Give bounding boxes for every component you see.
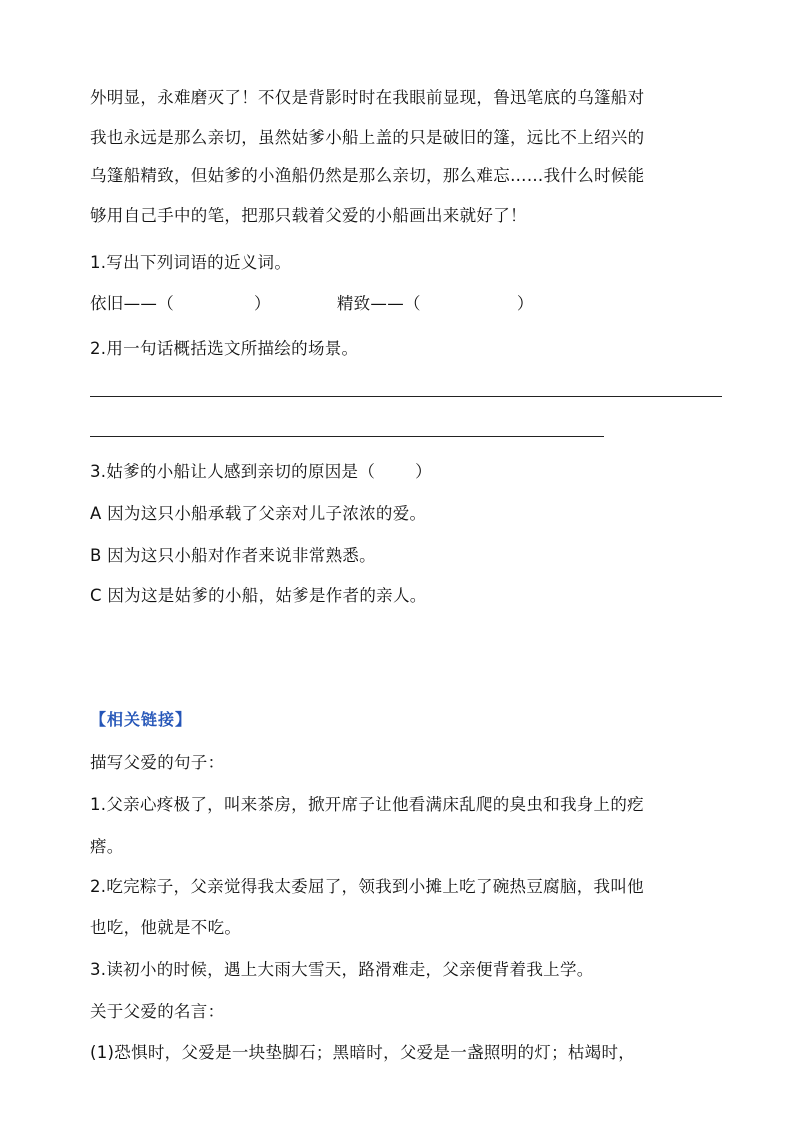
related-links-heading: 【相关链接】 xyxy=(90,710,193,729)
quotes-title: 关于父爱的名言： xyxy=(90,1002,225,1021)
question-2-prompt: 2.用一句话概括选文所描绘的场景。 xyxy=(90,339,359,358)
question-3-close: ） xyxy=(415,462,432,481)
synonym-item-b: 精致——（ xyxy=(336,294,421,313)
sentence-2-line-1: 2.吃完粽子，父亲觉得我太委屈了，领我到小摊上吃了碗热豆腐脑，我叫他 xyxy=(90,877,644,896)
question-1-prompt: 1.写出下列词语的近义词。 xyxy=(90,253,292,272)
passage-line-1: 外明显，永难磨灭了！不仅是背影时时在我眼前显现，鲁迅笔底的乌篷船对 xyxy=(90,88,645,107)
sentence-1-line-1: 1.父亲心疼极了，叫来茶房，掀开席子让他看满床乱爬的臭虫和我身上的疙 xyxy=(90,795,644,814)
sentence-2-line-2: 也吃，他就是不吃。 xyxy=(90,918,242,937)
synonym-item-b-close: ） xyxy=(516,294,534,313)
quote-1: (1)恐惧时，父爱是一块垫脚石；黑暗时，父爱是一盏照明的灯；枯竭时， xyxy=(90,1043,636,1062)
sentence-1-line-2: 瘩。 xyxy=(90,837,124,856)
answer-line-1[interactable] xyxy=(90,396,722,397)
sentence-3: 3.读初小的时候，遇上大雨大雪天，路滑难走，父亲便背着我上学。 xyxy=(90,960,594,979)
option-a: A 因为这只小船承载了父亲对儿子浓浓的爱。 xyxy=(90,504,427,523)
synonym-item-a: 依旧——（ xyxy=(90,294,174,313)
passage-line-3: 乌篷船精致，但姑爹的小渔船仍然是那么亲切，那么难忘……我什么时候能 xyxy=(90,166,645,185)
question-3-text: 3.姑爹的小船让人感到亲切的原因是（ xyxy=(90,462,376,481)
answer-line-2[interactable] xyxy=(90,436,604,437)
passage-line-2: 我也永远是那么亲切，虽然姑爹小船上盖的只是破旧的篷，远比不上绍兴的 xyxy=(90,128,645,147)
question-1-items xyxy=(90,293,534,315)
question-3-prompt xyxy=(90,461,432,483)
option-b: B 因为这只小船对作者来说非常熟悉。 xyxy=(90,546,376,565)
passage-line-4: 够用自己手中的笔，把那只载着父爱的小船画出来就好了！ xyxy=(90,206,527,225)
synonym-item-a-close: ） xyxy=(254,294,271,313)
related-intro: 描写父爱的句子： xyxy=(90,753,225,772)
option-c: C 因为这是姑爹的小船，姑爹是作者的亲人。 xyxy=(90,586,427,605)
